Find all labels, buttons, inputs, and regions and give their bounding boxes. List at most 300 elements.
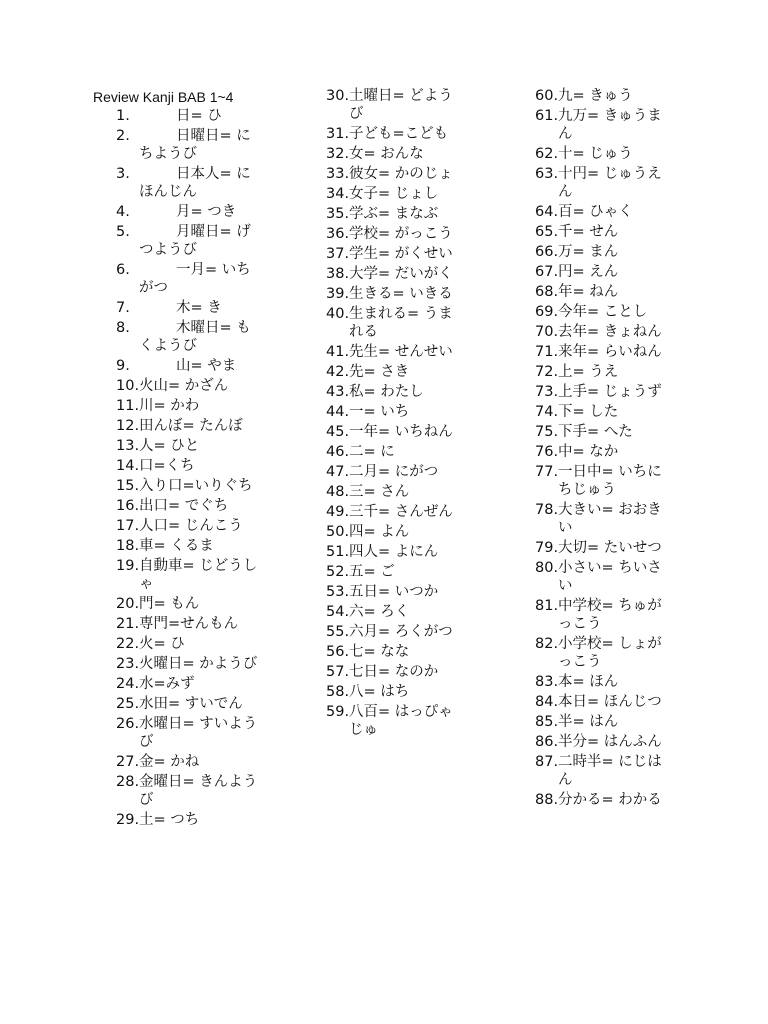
kanji-reading: 田んぼ= たんぼ [139, 418, 243, 434]
item-number: 57. [326, 664, 350, 680]
kanji-reading: 六= ろく [349, 604, 410, 620]
item-number: 62. [535, 146, 559, 162]
item-number: 52. [326, 564, 350, 580]
item-text [139, 319, 258, 355]
item-number: 74. [535, 404, 559, 420]
list-item [535, 107, 675, 143]
item-text [139, 695, 258, 713]
list-item [535, 303, 675, 321]
item-number: 47. [326, 464, 350, 480]
list-item [326, 583, 466, 601]
kanji-reading: 水=みず [139, 676, 195, 692]
item-number: 76. [535, 444, 559, 460]
list-item [326, 125, 466, 143]
list-item [326, 683, 466, 701]
kanji-reading: 専門=せんもん [139, 616, 239, 632]
list-item [535, 559, 675, 595]
list-item [326, 305, 466, 341]
item-text [349, 185, 466, 203]
item-text [558, 501, 675, 537]
item-text [349, 603, 466, 621]
item-number: 23. [116, 656, 140, 672]
item-number: 5. [116, 224, 130, 240]
item-number: 79. [535, 540, 559, 556]
list-item [93, 695, 258, 713]
list-item [93, 753, 258, 771]
list-item [326, 265, 466, 283]
list-item [93, 261, 258, 297]
list-item [535, 283, 675, 301]
item-text [139, 517, 258, 535]
item-number: 64. [535, 204, 559, 220]
list-item [535, 363, 675, 381]
kanji-reading: 二= に [349, 444, 395, 460]
item-number: 31. [326, 126, 350, 142]
list-item [93, 517, 258, 535]
list-item [326, 285, 466, 303]
item-text [349, 305, 466, 341]
list-item [535, 635, 675, 671]
item-text [349, 463, 466, 481]
list-item [326, 623, 466, 641]
list-item [93, 497, 258, 515]
list-item [93, 457, 258, 475]
item-text [349, 205, 466, 223]
list-item [93, 615, 258, 633]
item-text [139, 457, 258, 475]
kanji-reading: 半分= はんふん [558, 734, 662, 750]
kanji-reading: 大学= だいがく [349, 266, 453, 282]
kanji-reading: 木= き [176, 300, 222, 316]
list-item [326, 383, 466, 401]
list-item [535, 403, 675, 421]
list-item [535, 597, 675, 633]
item-number: 54. [326, 604, 350, 620]
list-item [93, 107, 258, 125]
item-number: 6. [116, 262, 130, 278]
item-text [349, 663, 466, 681]
item-text [349, 423, 466, 441]
list-item [535, 791, 675, 809]
list-item [535, 539, 675, 557]
item-text [558, 733, 675, 751]
list-item [535, 383, 675, 401]
kanji-reading: 金= かね [139, 754, 200, 770]
kanji-reading: 六月= ろくがつ [349, 624, 453, 640]
item-number: 13. [116, 438, 140, 454]
item-text [558, 443, 675, 461]
item-text [558, 343, 675, 361]
item-number: 7. [116, 300, 130, 316]
item-number: 59. [326, 704, 350, 720]
item-number: 29. [116, 812, 140, 828]
kanji-reading: 金曜日= きんようび [139, 774, 258, 808]
vocab-list-3 [535, 87, 675, 809]
kanji-reading: 五日= いつか [349, 584, 439, 600]
item-text [558, 243, 675, 261]
item-text [139, 417, 258, 435]
item-number: 16. [116, 498, 140, 514]
item-number: 11. [116, 398, 140, 414]
kanji-reading: 八= はち [349, 684, 410, 700]
item-text [558, 323, 675, 341]
item-text [558, 223, 675, 241]
kanji-reading: 出口= でぐち [139, 498, 229, 514]
item-number: 75. [535, 424, 559, 440]
item-number: 56. [326, 644, 350, 660]
kanji-reading: 本日= ほんじつ [558, 694, 662, 710]
item-text [558, 283, 675, 301]
item-number: 26. [116, 716, 140, 732]
kanji-reading: 学ぶ= まなぶ [349, 206, 439, 222]
item-text [139, 635, 258, 653]
item-number: 72. [535, 364, 559, 380]
list-item [535, 501, 675, 537]
item-text [349, 87, 466, 123]
kanji-reading: 土曜日= どようび [349, 88, 453, 122]
kanji-reading: 先生= せんせい [349, 344, 453, 360]
item-text [349, 543, 466, 561]
kanji-reading: 一月= いちがつ [139, 262, 251, 296]
item-number: 58. [326, 684, 350, 700]
kanji-reading: 彼女= かのじょ [349, 166, 453, 182]
item-text [139, 261, 258, 297]
item-number: 27. [116, 754, 140, 770]
item-text [349, 165, 466, 183]
list-item [326, 87, 466, 123]
list-item [93, 377, 258, 395]
item-number: 53. [326, 584, 350, 600]
kanji-reading: 自動車= じどうしゃ [139, 558, 258, 592]
list-item [535, 343, 675, 361]
list-item [326, 643, 466, 661]
item-number: 70. [535, 324, 559, 340]
item-text [558, 107, 675, 143]
item-number: 77. [535, 464, 559, 480]
item-text [558, 383, 675, 401]
kanji-reading: 分かる= わかる [558, 792, 662, 808]
list-item [535, 165, 675, 201]
item-number: 34. [326, 186, 350, 202]
item-text [349, 623, 466, 641]
item-text [139, 203, 258, 221]
item-number: 4. [116, 204, 130, 220]
item-text [558, 423, 675, 441]
item-number: 42. [326, 364, 350, 380]
list-item [93, 127, 258, 163]
list-item [93, 537, 258, 555]
vocab-list-1 [93, 107, 258, 829]
list-item [93, 773, 258, 809]
item-text [139, 165, 258, 201]
item-text [139, 615, 258, 633]
list-item [535, 145, 675, 163]
list-item [93, 417, 258, 435]
item-number: 2. [116, 128, 130, 144]
kanji-reading: 三千= さんぜん [349, 504, 453, 520]
kanji-reading: 年= ねん [558, 284, 619, 300]
item-text [558, 597, 675, 633]
item-number: 17. [116, 518, 140, 534]
kanji-reading: 十円= じゅうえん [558, 166, 662, 200]
item-number: 28. [116, 774, 140, 790]
kanji-reading: 学校= がっこう [349, 226, 453, 242]
kanji-reading: 円= えん [558, 264, 619, 280]
kanji-reading: 百= ひゃく [558, 204, 633, 220]
column-1 [93, 87, 258, 831]
list-item [535, 87, 675, 105]
column-3 [535, 87, 675, 811]
list-item [326, 185, 466, 203]
list-item [535, 673, 675, 691]
list-item [535, 733, 675, 751]
item-number: 3. [116, 166, 130, 182]
kanji-reading: 門= もん [139, 596, 200, 612]
kanji-reading: 七= なな [349, 644, 410, 660]
list-item [326, 543, 466, 561]
list-item [326, 463, 466, 481]
kanji-reading: 火曜日= かようび [139, 656, 258, 672]
item-number: 87. [535, 754, 559, 770]
item-number: 30. [326, 88, 350, 104]
item-number: 36. [326, 226, 350, 242]
kanji-reading: 大切= たいせつ [558, 540, 662, 556]
list-item [93, 557, 258, 593]
item-text [349, 503, 466, 521]
item-text [139, 753, 258, 771]
item-number: 50. [326, 524, 350, 540]
kanji-reading: 火山= かざん [139, 378, 229, 394]
item-text [558, 539, 675, 557]
item-number: 73. [535, 384, 559, 400]
item-number: 86. [535, 734, 559, 750]
kanji-reading: 上= うえ [558, 364, 619, 380]
list-item [326, 205, 466, 223]
item-text [558, 559, 675, 595]
list-item [535, 443, 675, 461]
item-text [558, 165, 675, 201]
item-text [349, 483, 466, 501]
kanji-reading: 一年= いちねん [349, 424, 453, 440]
list-item [535, 753, 675, 789]
item-text [349, 245, 466, 263]
item-text [558, 673, 675, 691]
kanji-reading: 口=くち [139, 458, 195, 474]
list-item [535, 693, 675, 711]
item-number: 66. [535, 244, 559, 260]
item-number: 63. [535, 166, 559, 182]
list-item [93, 203, 258, 221]
item-number: 83. [535, 674, 559, 690]
item-text [558, 635, 675, 671]
list-item [93, 655, 258, 673]
kanji-reading: 三= さん [349, 484, 410, 500]
item-text [349, 683, 466, 701]
item-number: 71. [535, 344, 559, 360]
item-text [139, 811, 258, 829]
item-number: 68. [535, 284, 559, 300]
list-item [535, 423, 675, 441]
item-number: 22. [116, 636, 140, 652]
document-title: Review Kanji BAB 1~4 [93, 89, 234, 105]
item-number: 65. [535, 224, 559, 240]
item-number: 46. [326, 444, 350, 460]
item-number: 78. [535, 502, 559, 518]
item-number: 33. [326, 166, 350, 182]
item-text [349, 265, 466, 283]
item-number: 49. [326, 504, 350, 520]
list-item [93, 357, 258, 375]
kanji-reading: 生きる= いきる [349, 286, 453, 302]
item-text [349, 343, 466, 361]
list-item [326, 363, 466, 381]
list-item [535, 223, 675, 241]
kanji-reading: 下手= へた [558, 424, 633, 440]
kanji-reading: 人口= じんこう [139, 518, 243, 534]
item-number: 10. [116, 378, 140, 394]
kanji-reading: 五= ご [349, 564, 395, 580]
item-number: 80. [535, 560, 559, 576]
kanji-reading: 来年= らいねん [558, 344, 662, 360]
item-text [558, 87, 675, 105]
item-number: 82. [535, 636, 559, 652]
item-number: 84. [535, 694, 559, 710]
kanji-reading: 今年= ことし [558, 304, 648, 320]
list-item [535, 323, 675, 341]
list-item [93, 675, 258, 693]
list-item [535, 713, 675, 731]
kanji-reading: 半= はん [558, 714, 619, 730]
kanji-reading: 人= ひと [139, 438, 200, 454]
item-text [349, 583, 466, 601]
item-number: 9. [116, 358, 130, 374]
item-text [558, 263, 675, 281]
item-number: 61. [535, 108, 559, 124]
kanji-reading: 火= ひ [139, 636, 185, 652]
item-text [139, 299, 258, 317]
item-text [349, 523, 466, 541]
item-number: 19. [116, 558, 140, 574]
kanji-reading: 中= なか [558, 444, 619, 460]
item-text [558, 463, 675, 499]
item-number: 8. [116, 320, 130, 336]
item-text [139, 675, 258, 693]
kanji-reading: 小さい= ちいさい [558, 560, 662, 594]
kanji-reading: 去年= きょねん [558, 324, 662, 340]
list-item [93, 437, 258, 455]
item-number: 14. [116, 458, 140, 474]
kanji-reading: 生まれる= うまれる [349, 306, 453, 340]
kanji-reading: 日本人= にほんじん [139, 166, 251, 200]
item-number: 60. [535, 88, 559, 104]
item-text [139, 557, 258, 593]
list-item [326, 503, 466, 521]
kanji-reading: 万= まん [558, 244, 619, 260]
item-number: 21. [116, 616, 140, 632]
list-item [326, 245, 466, 263]
item-text [558, 713, 675, 731]
kanji-reading: 木曜日= もくようび [139, 320, 251, 354]
kanji-reading: 八百= はっぴゃじゅ [349, 704, 453, 738]
kanji-reading: 水田= すいでん [139, 696, 243, 712]
list-item [326, 165, 466, 183]
item-number: 81. [535, 598, 559, 614]
item-number: 85. [535, 714, 559, 730]
item-number: 18. [116, 538, 140, 554]
item-text [349, 125, 466, 143]
item-text [558, 145, 675, 163]
item-text [349, 403, 466, 421]
item-number: 44. [326, 404, 350, 420]
list-item [93, 811, 258, 829]
kanji-reading: 一= いち [349, 404, 410, 420]
item-text [349, 225, 466, 243]
kanji-reading: 大きい= おおきい [558, 502, 662, 536]
list-item [326, 523, 466, 541]
list-item [326, 443, 466, 461]
list-item [535, 263, 675, 281]
list-item [93, 223, 258, 259]
item-number: 88. [535, 792, 559, 808]
item-text [139, 477, 258, 495]
kanji-reading: 十= じゅう [558, 146, 633, 162]
item-number: 43. [326, 384, 350, 400]
item-number: 51. [326, 544, 350, 560]
item-text [139, 107, 258, 125]
item-number: 40. [326, 306, 350, 322]
item-text [139, 127, 258, 163]
list-item [93, 299, 258, 317]
kanji-reading: 川= かわ [139, 398, 200, 414]
item-number: 12. [116, 418, 140, 434]
list-item [535, 203, 675, 221]
item-text [558, 753, 675, 789]
list-item [326, 703, 466, 739]
item-number: 48. [326, 484, 350, 500]
list-item [93, 635, 258, 653]
kanji-reading: 上手= じょうず [558, 384, 662, 400]
kanji-reading: 学生= がくせい [349, 246, 453, 262]
kanji-reading: 入り口=いりぐち [139, 478, 253, 494]
item-number: 24. [116, 676, 140, 692]
kanji-reading: 土= つち [139, 812, 200, 828]
item-text [349, 285, 466, 303]
list-item [326, 563, 466, 581]
kanji-reading: 九= きゅう [558, 88, 633, 104]
item-number: 1. [116, 108, 130, 124]
list-item [326, 663, 466, 681]
kanji-reading: 車= くるま [139, 538, 214, 554]
kanji-reading: 月= つき [176, 204, 237, 220]
vocab-list-2 [326, 87, 466, 739]
item-text [349, 643, 466, 661]
kanji-reading: 千= せん [558, 224, 619, 240]
kanji-reading: 四人= よにん [349, 544, 439, 560]
item-number: 67. [535, 264, 559, 280]
item-number: 45. [326, 424, 350, 440]
kanji-reading: 九万= きゅうまん [558, 108, 662, 142]
kanji-reading: 私= わたし [349, 384, 424, 400]
item-number: 41. [326, 344, 350, 360]
kanji-reading: 小学校= しょがっこう [558, 636, 662, 670]
list-item [535, 243, 675, 261]
item-text [139, 595, 258, 613]
kanji-reading: 水曜日= すいようび [139, 716, 258, 750]
item-text [139, 773, 258, 809]
item-text [558, 203, 675, 221]
list-item [326, 145, 466, 163]
item-text [139, 497, 258, 515]
